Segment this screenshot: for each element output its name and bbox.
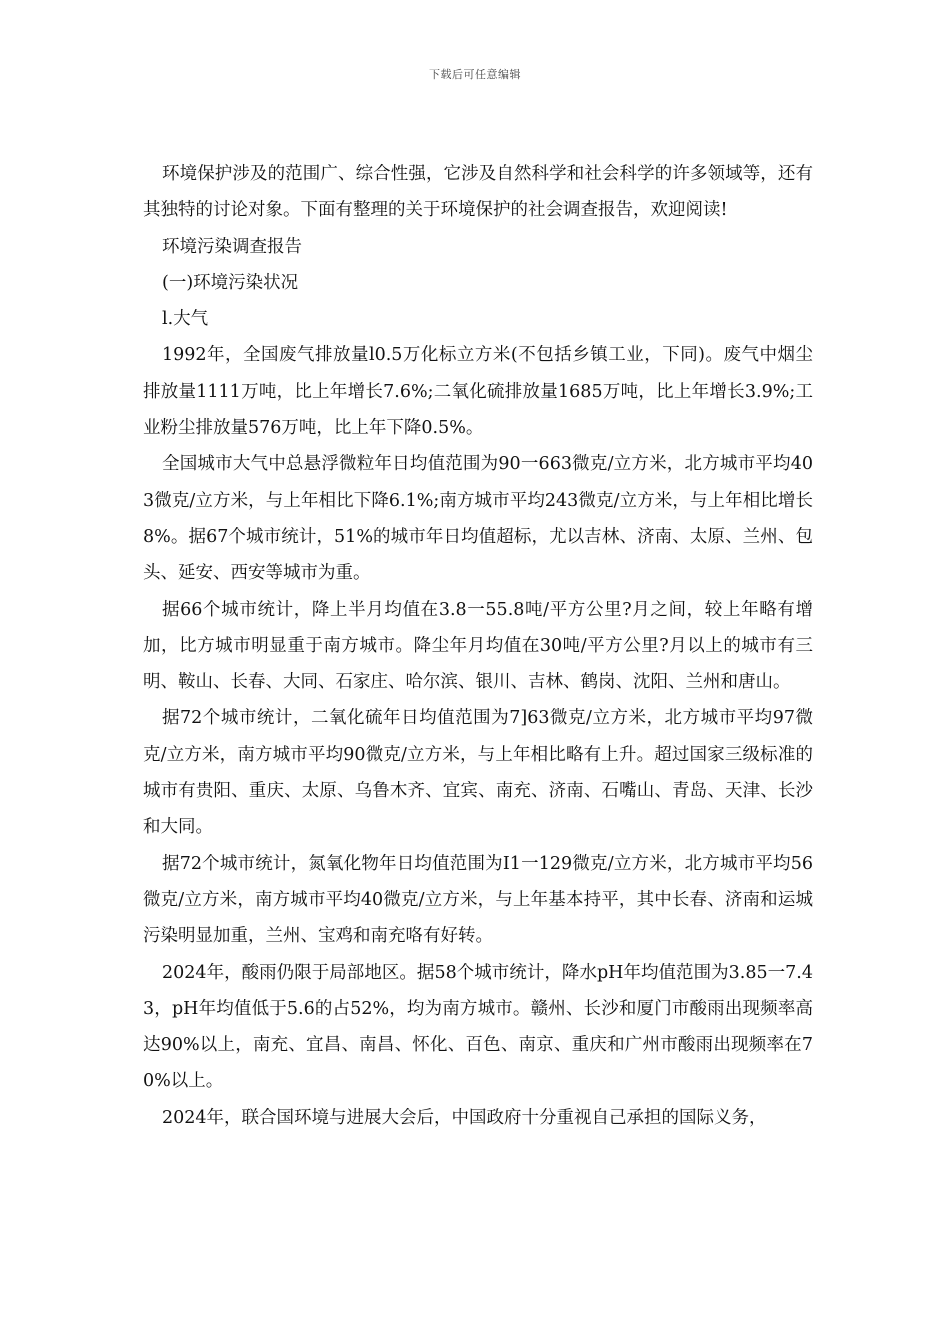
paragraph-emissions: 1992年，全国废气排放量l0.5万化标立方米(不包括乡镇工业，下同)。废气中烟尘排放量1111万吨，比上年增长7.6%;二氧化硫排放量1685万吨，比上年增长3.9%;工业粉尘排放量576万吨，比上年下降0.5%。 — [143, 345, 813, 439]
paragraph-sulfur-dioxide: 据72个城市统计，二氧化硫年日均值范围为7]63微克/立方米，北方城市平均97微克/立方米，南方城市平均90微克/立方米，与上年相比略有上升。超过国家三级标准的城市有贵阳、重庆、太原、乌鲁木齐、宜宾、南充、济南、石嘴山、青岛、天津、长沙和大同。 — [143, 708, 813, 838]
page-header: 下载后可任意编辑 — [429, 68, 521, 81]
paragraph-dustfall: 据66个城市统计，降上半月均值在3.8一55.8吨/平方公里?月之间，较上年略有增加，比方城市明显重于南方城市。降尘年月均值在30吨/平方公里?月以上的城市有三明、鞍山、长春、大同、石家庄、哈尔滨、银川、吉林、鹤岗、沈阳、兰州和唐山。 — [143, 599, 813, 693]
report-title: 环境污染调查报告 — [162, 236, 302, 257]
document-body — [143, 156, 813, 1136]
paragraph-un-conference: 2024年，联合国环境与进展大会后，中国政府十分重视自己承担的国际义务， — [162, 1107, 767, 1128]
paragraph-nitrogen-oxides: 据72个城市统计，氮氧化物年日均值范围为I1一129微克/立方米，北方城市平均56微克/立方米，南方城市平均40微克/立方米，与上年基本持平，其中长春、济南和运城污染明显加重，兰州、宝鸡和南充咯有好转。 — [143, 853, 813, 947]
section-heading: (一)环境污染状况 — [162, 272, 299, 293]
intro-paragraph: 环境保护涉及的范围广、综合性强，它涉及自然科学和社会科学的许多领域等，还有其独特的讨论对象。下面有整理的关于环境保护的社会调查报告，欢迎阅读! — [143, 164, 813, 221]
subsection-heading: l.大气 — [162, 309, 209, 330]
paragraph-acid-rain: 2024年，酸雨仍限于局部地区。据58个城市统计，降水pH年均值范围为3.85一7.43，pH年均值低于5.6的占52%，均为南方城市。赣州、长沙和厦门市酸雨出现频率高达90%以上，南充、宜昌、南昌、怀化、百色、南京、重庆和广州市酸雨出现频率在70%以上。 — [143, 962, 813, 1092]
paragraph-particulates: 全国城市大气中总悬浮微粒年日均值范围为90一663微克/立方米，北方城市平均403微克/立方米，与上年相比下降6.1%;南方城市平均243微克/立方米，与上年相比增长8%。据67个城市统计，51%的城市年日均值超标，尤以吉林、济南、太原、兰州、包头、延安、西安等城市为重。 — [143, 454, 813, 584]
